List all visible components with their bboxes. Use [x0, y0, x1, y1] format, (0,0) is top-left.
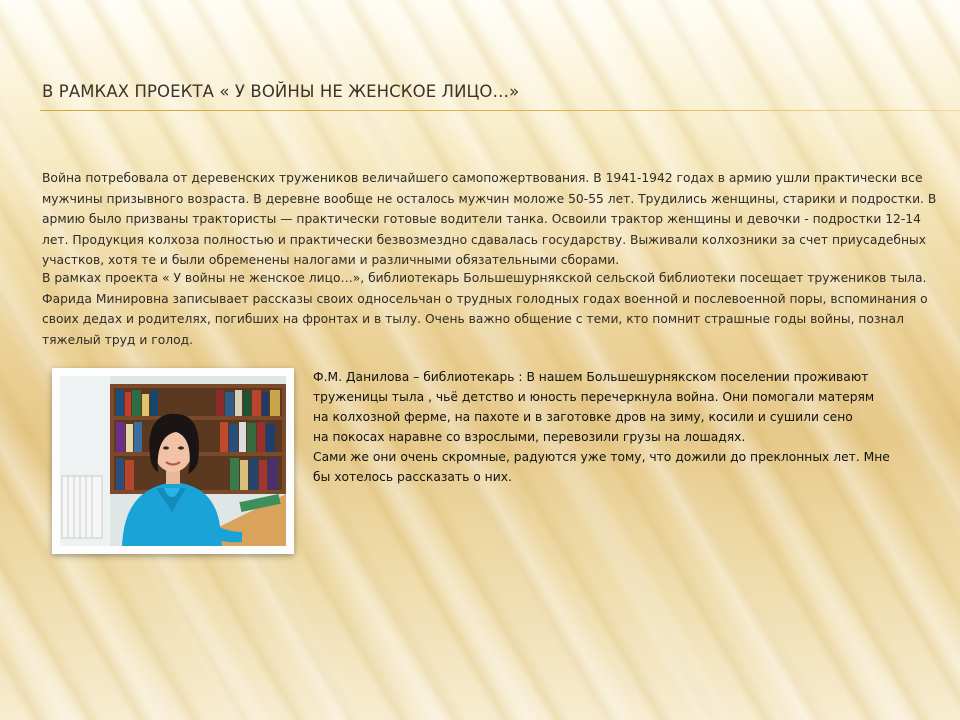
quote-line: Сами же они очень скромные, радуются уже тому, что дожили до преклонных лет. Мне [313, 450, 890, 464]
quote-line: труженицы тыла , чьё детство и юность перечеркнула война. Они помогали матерям [313, 390, 875, 404]
quote-line: бы хотелось рассказать о них. [313, 470, 512, 484]
quote-line: на покосах наравне со взрослыми, перевозили грузы на лошадях. [313, 430, 746, 444]
librarian-quote [313, 367, 923, 487]
paragraph-war-effort: Война потребовала от деревенских тружеников величайшего самопожертвования. В 1941-1942 годах в армию ушли практически все мужчины призывного возраста. В деревне вообще не осталось мужчин моложе 50-55 лет. Трудились женщины, старики и подростки. В армию было призваны трактористы — практически готовые водители танка. Освоили трактор женщины и девочки - подростки 12-14 лет. Продукция колхоза полностью и практически безвозмездно сдавалась государству. Выживали колхозники за счет приусадебных участков, хотя те и были обременены налогами и различными обязательными сборами. [42, 171, 937, 267]
librarian-photo-image [60, 376, 286, 546]
slide-title: В РАМКАХ ПРОЕКТА « У ВОЙНЫ НЕ ЖЕНСКОЕ ЛИЦО…» [42, 82, 520, 101]
librarian-photo [60, 376, 286, 546]
paragraph-project: В рамках проекта « У войны не женское лицо…», библиотекарь Большешурнякской сельской библиотеки посещает тружеников тыла. Фарида Минировна записывает рассказы своих односельчан о трудных голодных годах военной и послевоенной поры, вспоминания о своих дедах и родителях, погибших на фронтах и в тылу. Очень важно общение с теми, кто помнит страшные годы войны, познал тяжелый труд и голод. [42, 271, 928, 347]
quote-line: Ф.М. Данилова – библиотекарь : В нашем Большешурнякском поселении проживают [313, 370, 869, 384]
quote-line: на колхозной ферме, на пахоте и в заготовке дров на зиму, косили и сушили сено [313, 410, 853, 424]
title-underline [40, 110, 960, 111]
librarian-photo-frame [52, 368, 294, 554]
